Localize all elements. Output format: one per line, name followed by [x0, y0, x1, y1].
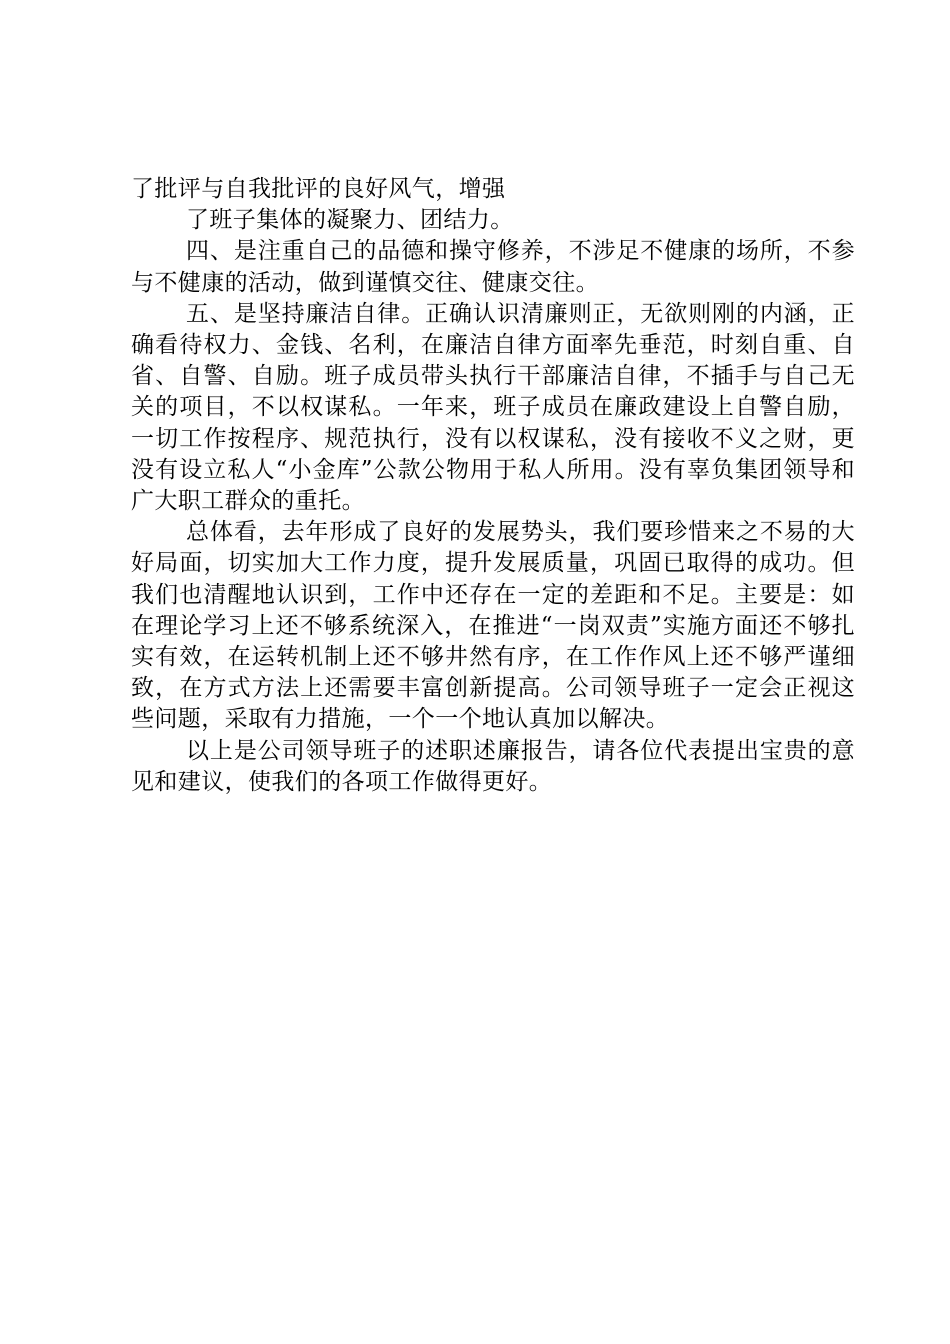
paragraph-closing: 以上是公司领导班子的述职述廉报告，请各位代表提出宝贵的意见和建议，使我们的各项工作做得更好。 [131, 737, 855, 795]
paragraph-cohesion: 了班子集体的凝聚力、团结力。 [186, 207, 514, 234]
paragraph-point-five: 五、是坚持廉洁自律。正确认识清廉则正，无欲则刚的内涵，正确看待权力、金钱、名利，在廉洁自律方面率先垂范，时刻自重、自省、自警、自励。班子成员带头执行干部廉洁自律，不插手与自己无关的项目，不以权谋私。一年来，班子成员在廉政建设上自警自励，一切工作按程序、规范执行，没有以权谋私，没有接收不义之财，更没有设立私人“小金库”公款公物用于私人所用。没有辜负集团领导和广大职工群众的重托。 [131, 300, 855, 515]
document-body [131, 174, 855, 798]
paragraph-continuation: 了批评与自我批评的良好风气，增强 [131, 176, 506, 202]
paragraph-summary: 总体看，去年形成了良好的发展势头，我们要珍惜来之不易的大好局面，切实加大工作力度，提升发展质量，巩固已取得的成功。但我们也清醒地认识到，工作中还存在一定的差距和不足。主要是：如在理论学习上还不够系统深入，在推进“一岗双责”实施方面还不够扎实有效，在运转机制上还不够井然有序，在工作作风上还不够严谨细致，在方式方法上还需要丰富创新提高。公司领导班子一定会正视这些问题，采取有力措施，一个一个地认真加以解决。 [131, 519, 855, 733]
paragraph-point-four: 四、是注重自己的品德和操守修养，不涉足不健康的场所，不参与不健康的活动，做到谨慎交往、健康交往。 [131, 238, 855, 296]
